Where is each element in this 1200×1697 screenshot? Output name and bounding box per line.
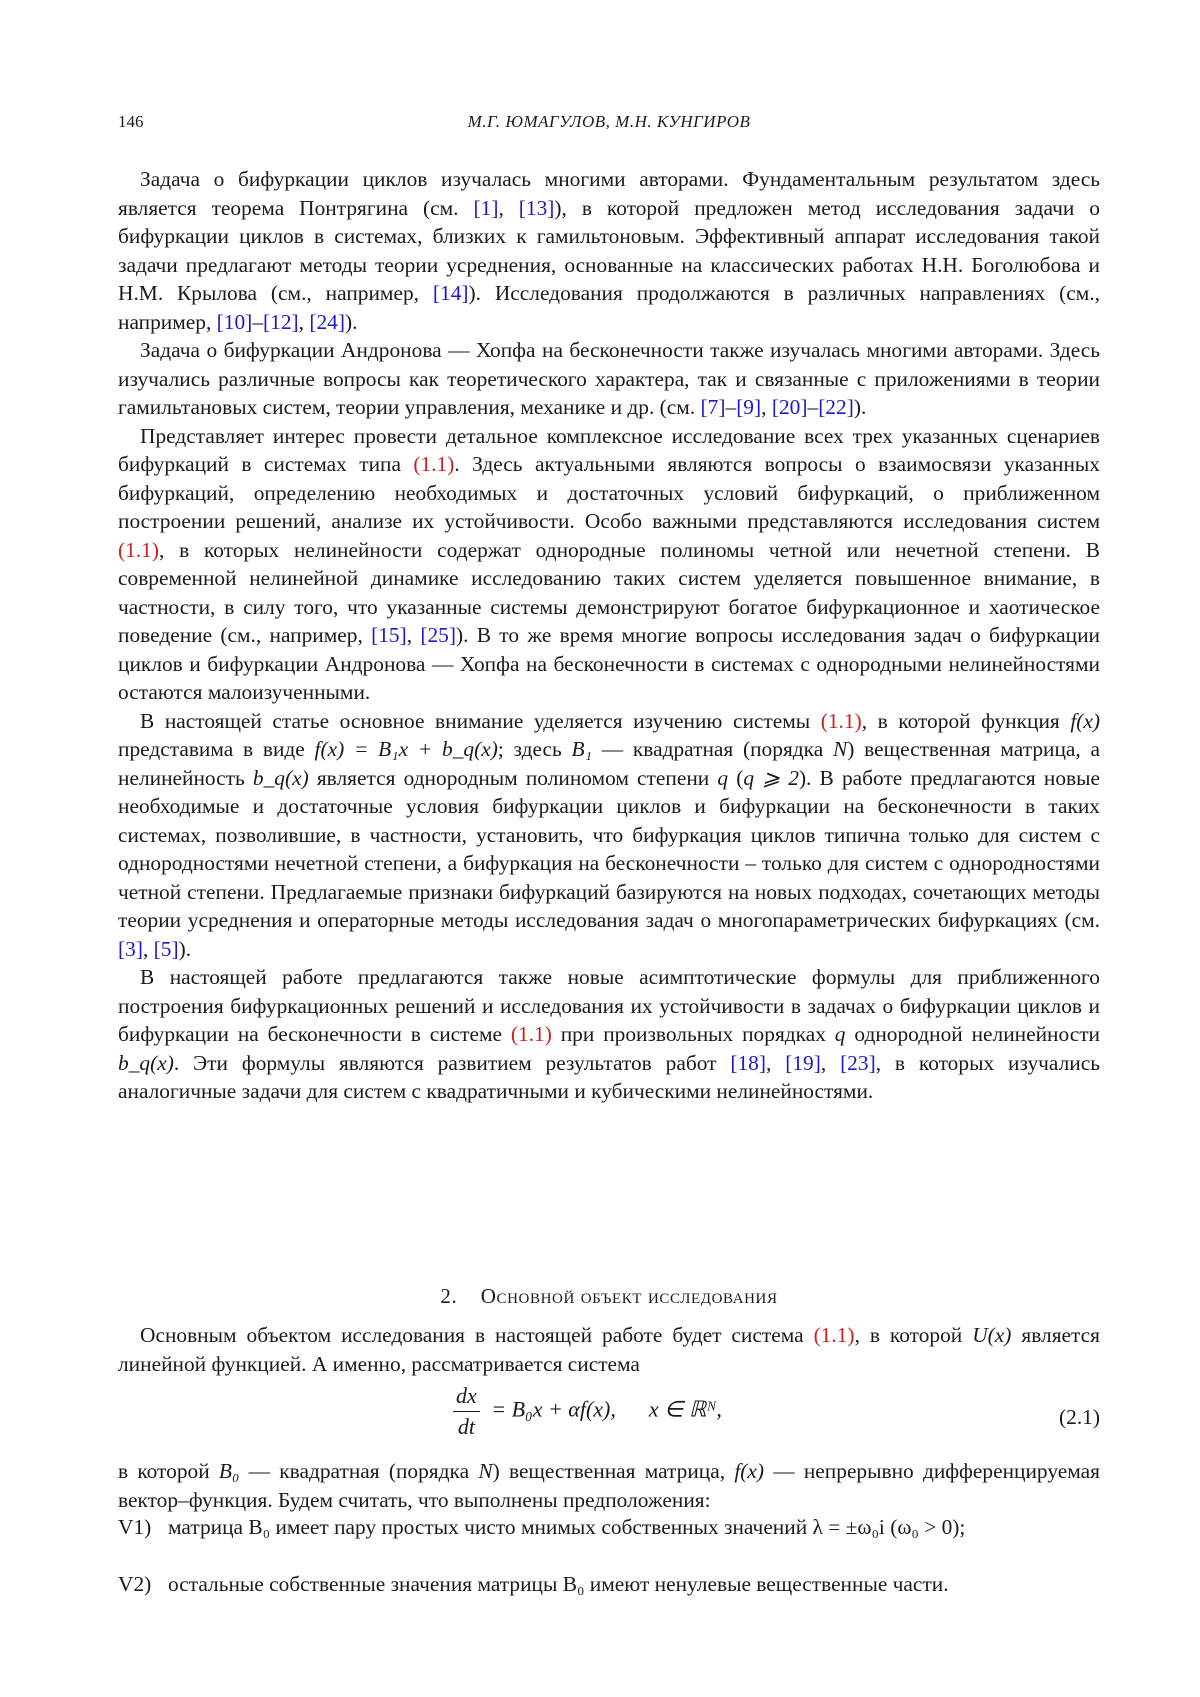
citation-link[interactable]: [25] — [420, 623, 456, 647]
paragraph-2: Задача о бифуркации Андронова — Хопфа на бесконечности также изучалась многими авторами. Здесь изучались различные вопросы как теоретического характера, так и связанные с приложениями в теории гамильтановых систем, теории управления, механике и др. (см. [7]–[9], [20]–[22]). — [118, 338, 1100, 419]
display-equation — [118, 1383, 1100, 1463]
section-number: 2. — [440, 1284, 458, 1308]
condition-text: матрица B₀ имеет пару простых чисто мнимых собственных значений λ = ±ω₀i (ω₀ > 0); — [168, 1515, 966, 1539]
math-inline: b_q(x) — [118, 1050, 174, 1075]
page-number: 146 — [118, 112, 144, 131]
paragraph-1: Задача о бифуркации циклов изучалась многими авторами. Фундаментальным результатом здесь является теорема Понтрягина (см. [1], [13]), в которой предложен метод исследования задачи о бифуркации циклов в системах, близких к гамильтоновым. Эффективный аппарат исследования такой задачи предлагают методы теории усреднения, основанные на классических работах Н.Н. Боголюбова и Н.М. Крылова (см., например, [14]). Исследования продолжаются в различных направлениях (см., например, [10]–[12], [24]). — [118, 167, 1100, 334]
citation-link[interactable]: [20] — [771, 395, 808, 419]
citation-link[interactable]: [14] — [432, 281, 469, 305]
citation-link[interactable]: [22] — [818, 395, 854, 419]
math-inline: f(x) — [734, 1459, 764, 1483]
fraction-numerator: dx — [453, 1383, 480, 1412]
equation-rhs: = B₀x + αf(x), — [491, 1396, 616, 1422]
equation-domain: x ∈ ℝᴺ, — [648, 1396, 722, 1422]
citation-link[interactable]: [1] — [473, 195, 499, 220]
citation-link[interactable]: [10] — [216, 309, 253, 334]
math-inline: q — [834, 1022, 846, 1046]
section-heading — [118, 1284, 1100, 1309]
citation-link[interactable]: [5] — [153, 936, 179, 961]
math-inline: B₀ — [218, 1459, 240, 1483]
citation-link[interactable]: [24] — [309, 309, 345, 334]
math-inline: B₁ — [571, 737, 593, 761]
math-inline: N — [478, 1459, 493, 1483]
equation-ref-link[interactable]: (1.1) — [820, 708, 862, 733]
math-inline: q — [717, 765, 729, 790]
equation-ref-link[interactable]: (1.1) — [413, 452, 455, 476]
section-title: Основной объект исследования — [480, 1284, 778, 1308]
condition-item — [118, 1513, 1100, 1542]
math-inline: N — [832, 737, 848, 761]
equation-ref-link[interactable]: (1.1) — [510, 1022, 552, 1046]
equation-ref-link[interactable]: (1.1) — [813, 1323, 855, 1347]
citation-link[interactable]: [19] — [785, 1050, 821, 1075]
section-intro — [118, 1321, 1100, 1378]
introduction-body — [118, 165, 1100, 1106]
citation-link[interactable]: [9] — [736, 395, 762, 419]
paragraph-3: Представляет интерес провести детальное комплексное исследование всех трех указанных сценариев бифуркаций в системах типа (1.1). Здесь актуальными являются вопросы о взаимосвязи указанных бифуркаций, определению необходимых и достаточных условий бифуркаций, о приближенном построении решений, анализе их устойчивости. Особо важными представляются исследования систем (1.1), в которых нелинейности содержат однородные полиномы четной или нечетной степени. В современной нелинейной динамике исследованию таких систем уделяется повышенное внимание, в частности, в силу того, что указанные системы демонстрируют богатое бифуркационное и хаотическое поведение (см., например, [15], [25]). В то же время многие вопросы исследования задач о бифуркации циклов и бифуркации Андронова — Хопфа на бесконечности в системах с однородными нелинейностями остаются малоизученными. — [118, 423, 1100, 704]
citation-link[interactable]: [23] — [840, 1050, 876, 1075]
equation-ref-link[interactable]: (1.1) — [118, 537, 159, 562]
paragraph-5: В настоящей работе предлагаются также новые асимптотические формулы для приближенного построения бифуркационных решений и исследования их устойчивости в задачах о бифуркации циклов и бифуркации на бесконечности в системе (1.1) при произвольных порядках q однородной нелинейности b_q(x). Эти формулы являются развитием результатов работ [18], [19], [23], в которых изучались аналогичные задачи для систем с квадратичными и кубическими нелинейностями. — [118, 965, 1100, 1103]
section-paragraph: Основным объектом исследования в настоящей работе будет система (1.1), в которой U(x) является линейной функцией. А именно, рассматривается система — [118, 1323, 1100, 1376]
fraction-denominator: dt — [457, 1414, 475, 1439]
citation-link[interactable]: [3] — [118, 936, 143, 961]
paragraph-4: В настоящей статье основное внимание уделяется изучению системы (1.1), в которой функция f(x) представима в виде f(x) = B₁x + b_q(x); здесь B₁ — квадратная (порядка N) вещественная матрица, а нелинейность b_q(x) является однородным полиномом степени q (q ⩾ 2). В работе предлагаются новые необходимые и достаточные условия бифуркации циклов и бифуркации на бесконечности в таких системах, позволившие, в частности, установить, что бифуркация циклов типична только для систем с однородностями нечетной степени, а бифуркация на бесконечности – только для систем с однородностями четной степени. Предлагаемые признаки бифуркаций базируются на новых подходах, сочетающих методы теории усреднения и операторные методы исследования задач о многопараметрических бифуркациях (см. [3], [5]). — [118, 708, 1100, 961]
citation-link[interactable]: [12] — [263, 309, 299, 334]
post-equation-paragraph: в которой B₀ — квадратная (порядка N) вещественная матрица, f(x) — непрерывно дифференцируемая вектор–функция. Будем считать, что выполнены предположения: — [118, 1459, 1100, 1512]
math-inline: b_q(x) — [252, 765, 309, 790]
running-head — [118, 112, 1100, 138]
math-inline: f(x) = B₁x + b_q(x) — [314, 737, 498, 761]
math-inline: q ⩾ 2 — [743, 765, 799, 790]
math-inline: f(x) — [1070, 708, 1100, 733]
condition-label: V1) — [118, 1515, 152, 1539]
condition-item — [118, 1570, 1100, 1599]
condition-text: остальные собственные значения матрицы B₀ имеют ненулевые вещественные части. — [168, 1572, 949, 1596]
condition-label: V2) — [118, 1572, 152, 1596]
equation-number: (2.1) — [1059, 1405, 1100, 1429]
post-equation-text — [118, 1457, 1100, 1514]
citation-link[interactable]: [18] — [730, 1050, 766, 1075]
equation-body — [453, 1383, 722, 1440]
citation-link[interactable]: [13] — [518, 195, 555, 220]
citation-link[interactable]: [7] — [700, 395, 726, 419]
citation-link[interactable]: [15] — [371, 623, 407, 647]
running-head-authors: М.Г. ЮМАГУЛОВ, М.Н. КУНГИРОВ — [467, 112, 751, 131]
math-inline: U(x) — [972, 1323, 1012, 1347]
derivative-fraction — [453, 1383, 480, 1440]
